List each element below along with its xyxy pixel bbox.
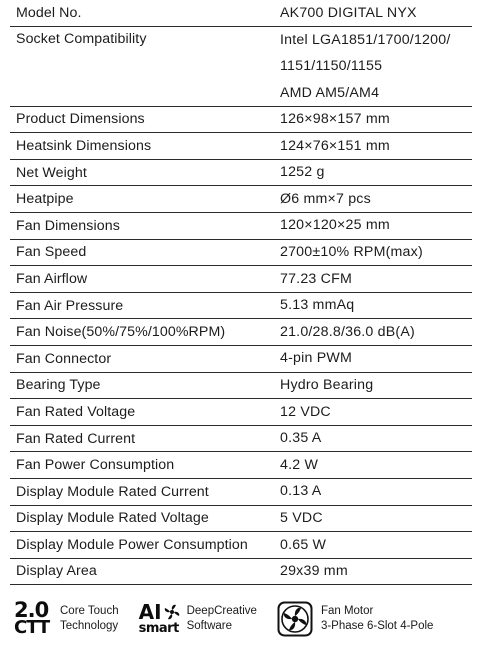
spec-value-line: AMD AM5/AM4 — [280, 84, 380, 101]
spec-value-line: 0.13 A — [280, 483, 322, 500]
spec-row — [10, 107, 472, 134]
spec-value — [274, 425, 472, 452]
spec-label: Display Module Rated Current — [16, 483, 209, 500]
spec-value-line: 12 VDC — [280, 403, 331, 420]
spec-label: Fan Rated Current — [16, 430, 136, 447]
spec-row — [10, 0, 472, 27]
spec-label: Fan Airflow — [16, 270, 88, 287]
spec-value — [274, 186, 472, 213]
feature-fan-motor — [277, 601, 434, 637]
spec-row — [10, 399, 472, 426]
spec-label: Heatpipe — [16, 191, 74, 208]
spec-row — [10, 373, 472, 400]
deepcreative-logo-bottom: smart — [138, 620, 179, 636]
deepcreative-logo-top — [138, 599, 183, 624]
spec-row — [10, 27, 472, 107]
spec-value — [274, 0, 472, 26]
deepcreative-line2: Software — [186, 620, 232, 632]
spec-value — [274, 133, 472, 160]
spec-value-line: Intel LGA1851/1700/1200/ — [280, 31, 451, 48]
spec-value — [274, 319, 472, 346]
spec-value — [274, 478, 472, 505]
spec-value-line: 2700±10% RPM(max) — [280, 244, 423, 261]
spec-value — [274, 452, 472, 479]
spec-label: Fan Air Pressure — [16, 297, 124, 314]
spec-row — [10, 559, 472, 586]
spec-value — [274, 372, 472, 399]
spec-value-line: 29x39 mm — [280, 563, 348, 580]
spec-label: Fan Noise(50%/75%/100%RPM) — [16, 324, 226, 341]
spec-label: Net Weight — [16, 164, 87, 181]
spec-label: Display Area — [16, 563, 97, 580]
spec-value — [274, 239, 472, 266]
spec-label: Socket Compatibility — [16, 30, 147, 47]
core-touch-line2: Technology — [60, 620, 119, 632]
spec-value-line: 4.2 W — [280, 456, 319, 473]
spec-label: Fan Rated Voltage — [16, 403, 136, 420]
spec-value — [274, 106, 472, 133]
core-touch-logo — [14, 600, 54, 638]
spec-value — [274, 159, 472, 186]
spec-label: Model No. — [16, 4, 82, 21]
spec-value — [274, 266, 472, 293]
spec-value — [274, 345, 472, 372]
feature-bar — [14, 598, 484, 640]
spec-label: Display Module Power Consumption — [16, 536, 248, 553]
spec-value-line: 5 VDC — [280, 510, 323, 526]
spec-row — [10, 506, 472, 533]
spec-value — [274, 505, 472, 532]
spec-table — [10, 0, 472, 585]
spec-label: Product Dimensions — [16, 111, 145, 128]
spec-value-line: 5.13 mmAq — [280, 297, 355, 314]
spec-value — [274, 292, 472, 319]
fan-icon — [277, 601, 313, 637]
core-touch-line1: Core Touch — [60, 605, 119, 617]
core-touch-logo-top: 2.0 — [14, 598, 49, 622]
spec-row — [10, 133, 472, 160]
fan-motor-text — [321, 604, 434, 634]
spec-row — [10, 452, 472, 479]
spec-label: Fan Connector — [16, 350, 112, 367]
spec-value-line: 1151/1150/1155 — [280, 58, 383, 75]
spec-value-line: Ø6 mm×7 pcs — [280, 190, 371, 207]
deepcreative-logo-letters: AI — [138, 599, 162, 624]
spec-row — [10, 426, 472, 453]
spec-value-line: 1252 g — [280, 164, 325, 181]
spec-label: Fan Power Consumption — [16, 457, 175, 474]
deepcreative-logo — [139, 600, 183, 638]
deepcreative-line1: DeepCreative — [186, 605, 257, 617]
spec-value-line: 126×98×157 mm — [280, 111, 390, 128]
spec-row — [10, 186, 472, 213]
deepcreative-text — [187, 604, 257, 634]
spec-value — [274, 399, 472, 426]
spec-value-line: 120×120×25 mm — [280, 217, 390, 234]
spec-value-line: Hydro Bearing — [280, 377, 374, 394]
spec-row — [10, 293, 472, 320]
spec-row — [10, 213, 472, 240]
spec-row — [10, 479, 472, 506]
spec-value-line: 77.23 CFM — [280, 270, 352, 287]
spec-value — [274, 558, 472, 585]
spec-row — [10, 160, 472, 187]
feature-deepcreative — [139, 600, 257, 638]
spec-label: Fan Speed — [16, 244, 87, 261]
spec-row — [10, 240, 472, 267]
spec-row — [10, 266, 472, 293]
spec-value-line: 124×76×151 mm — [280, 137, 390, 154]
fan-blade-icon — [163, 603, 181, 621]
spec-row — [10, 532, 472, 559]
core-touch-logo-bottom: CTT — [14, 617, 50, 638]
spec-value-line: 0.35 A — [280, 430, 322, 447]
spec-label: Display Module Rated Voltage — [16, 510, 209, 527]
feature-core-touch — [14, 600, 119, 638]
spec-value-line: 21.0/28.8/36.0 dB(A) — [280, 323, 415, 340]
spec-value-line: AK700 DIGITAL NYX — [280, 4, 417, 21]
spec-value — [274, 212, 472, 239]
spec-value — [274, 532, 472, 559]
spec-row — [10, 319, 472, 346]
spec-label: Fan Dimensions — [16, 217, 120, 234]
spec-value-line: 0.65 W — [280, 536, 327, 553]
core-touch-text — [60, 604, 119, 634]
spec-value — [274, 27, 472, 107]
spec-row — [10, 346, 472, 373]
fan-motor-line1: Fan Motor — [320, 605, 374, 617]
fan-motor-line2: 3-Phase 6-Slot 4-Pole — [320, 620, 434, 632]
spec-value-line: 4-pin PWM — [280, 350, 352, 367]
spec-label: Heatsink Dimensions — [16, 137, 152, 154]
spec-label: Bearing Type — [16, 377, 101, 394]
